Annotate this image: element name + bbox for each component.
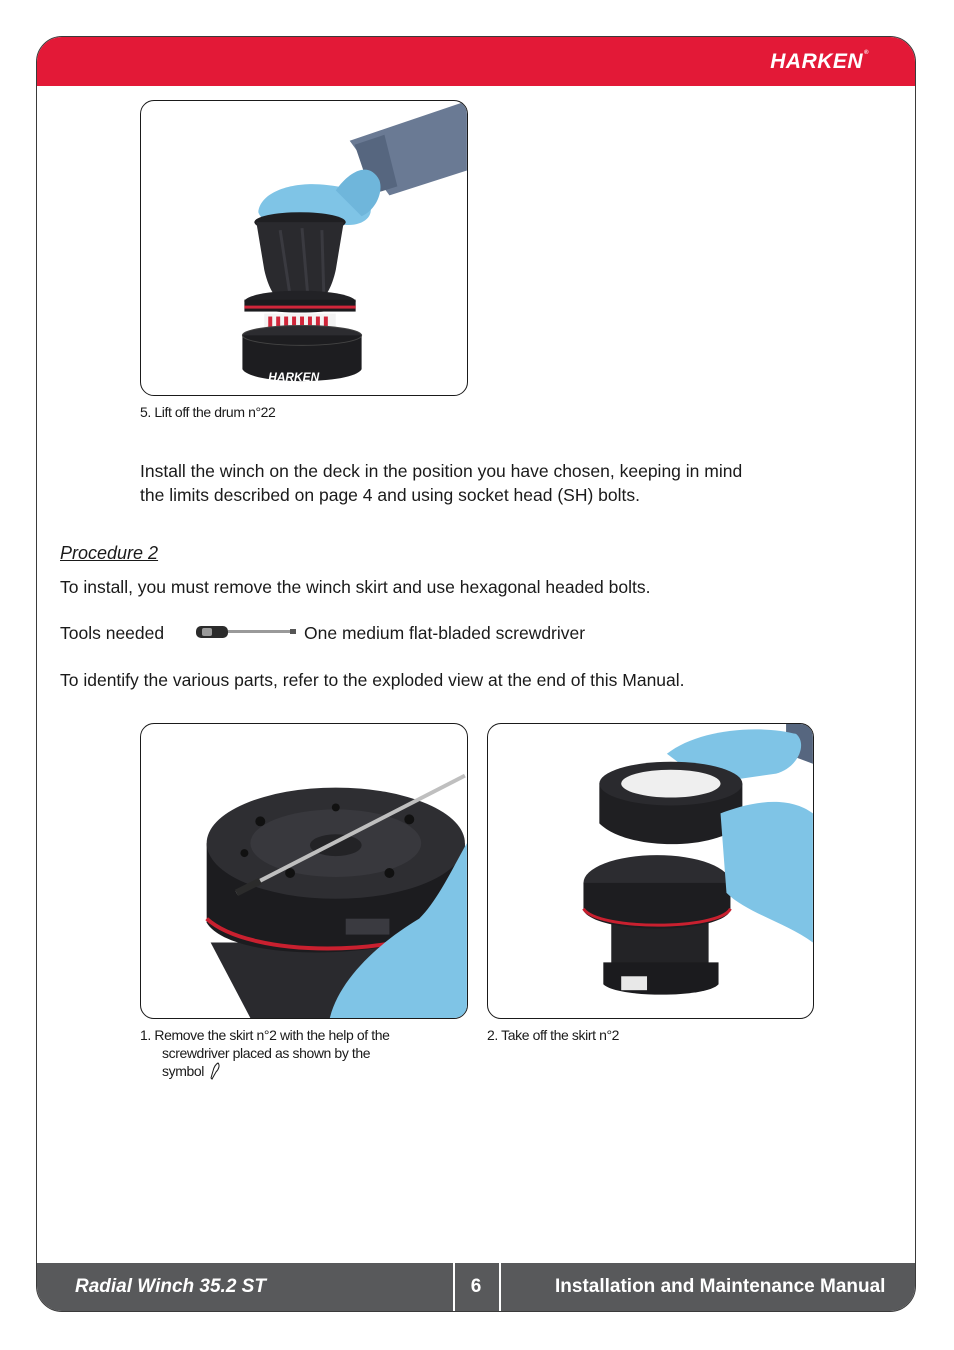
page-number: 6: [470, 1276, 482, 1297]
footer-product-name: Radial Winch 35.2 ST: [75, 1276, 266, 1297]
harken-logo: [770, 50, 869, 74]
winch-drum-illustration: [141, 101, 467, 395]
install-line-1: Install the winch on the deck in the position you have chosen, keeping in mind: [140, 461, 743, 481]
pry-symbol-icon: [209, 1062, 221, 1080]
caption-lift-drum: 5. Lift off the drum n°22: [140, 404, 276, 420]
photo-lift-drum: [140, 100, 468, 396]
photo-take-off-skirt: [487, 723, 814, 1019]
take-off-skirt-illustration: [488, 724, 813, 1018]
install-paragraph: [140, 459, 742, 507]
tools-label: Tools needed: [60, 623, 165, 643]
brand-text: HARKEN: [770, 50, 864, 73]
procedure-title: Procedure 2: [60, 543, 159, 563]
footer-divider: [499, 1263, 501, 1311]
tool-name: One medium flat-bladed screwdriver: [304, 623, 586, 643]
procedure-intro: To install, you must remove the winch skirt and use hexagonal headed bolts.: [60, 577, 651, 597]
remove-skirt-illustration: [141, 724, 467, 1018]
photo-remove-skirt: [140, 723, 468, 1019]
registered-mark: ®: [864, 50, 869, 56]
header-band: [37, 37, 915, 86]
caption-remove-line-3: [140, 1062, 389, 1080]
footer-manual-title: Installation and Maintenance Manual: [555, 1276, 886, 1297]
caption-take-off-skirt: 2. Take off the skirt n°2: [487, 1027, 620, 1043]
footer-band: [37, 1263, 915, 1311]
photo-harken-label: HARKEN: [268, 370, 320, 385]
caption-remove-line-2: screwdriver placed as shown by the: [162, 1045, 371, 1061]
caption-symbol-word: symbol: [162, 1063, 204, 1079]
caption-remove-line-1: 1. Remove the skirt n°2 with the help of the: [140, 1027, 390, 1043]
caption-remove-skirt: [140, 1026, 389, 1080]
screwdriver-icon: [194, 624, 298, 640]
install-line-2: the limits described on page 4 and using socket head (SH) bolts.: [140, 485, 641, 505]
identify-paragraph: To identify the various parts, refer to the exploded view at the end of this Manual.: [60, 670, 685, 690]
